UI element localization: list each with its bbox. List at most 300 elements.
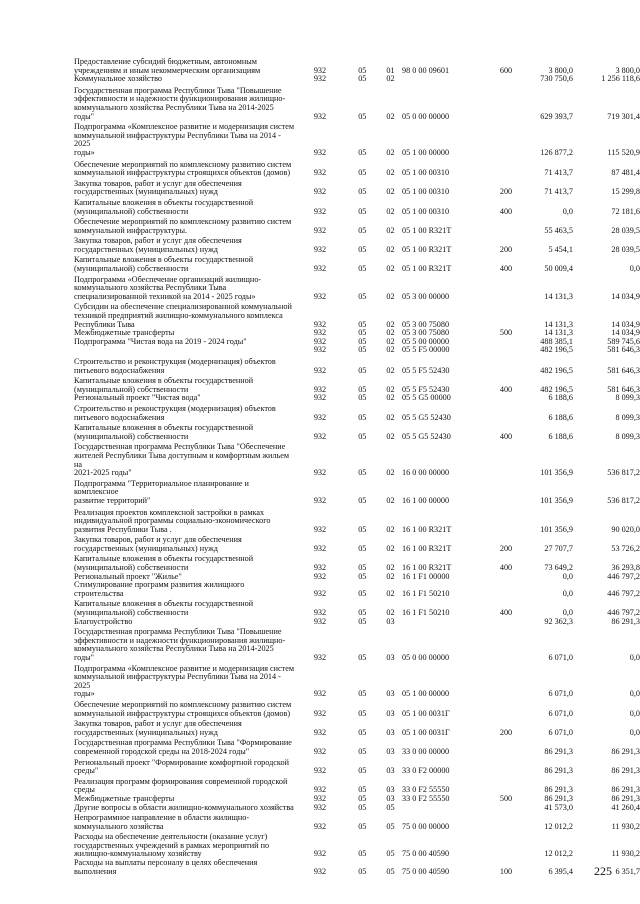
subsection-code: 02 bbox=[386, 168, 395, 178]
section-code: 05 bbox=[358, 74, 367, 84]
section-code: 05 bbox=[358, 588, 367, 598]
expense-type-code: 400 bbox=[499, 608, 513, 618]
table-row bbox=[0, 75, 640, 84]
section-code: 05 bbox=[358, 563, 367, 573]
row-name: Благоустройство bbox=[74, 616, 133, 626]
table-row bbox=[0, 778, 640, 795]
amount-year-2: 86 291,3 bbox=[611, 793, 640, 803]
target-article-code: 05 1 00 00000 bbox=[401, 147, 450, 157]
row-name: Государственная программа Республики Тыва "Формирование современной городской среды на 2018-2024 годы" bbox=[74, 738, 292, 756]
row-name: Субсидии на обеспечение специализированной коммунальной техникой предприятий жилищно-коммунального комплекса Республики Тыва bbox=[74, 302, 292, 329]
table-row bbox=[0, 581, 640, 598]
subsection-code: 03 bbox=[386, 727, 395, 737]
subsection-code: 05 bbox=[386, 802, 395, 812]
ministry-code: 932 bbox=[313, 866, 327, 876]
table-row bbox=[0, 123, 640, 157]
expense-type-code: 400 bbox=[499, 206, 513, 216]
subsection-code: 01 bbox=[386, 65, 395, 75]
amount-year-2: 86 291,3 bbox=[611, 616, 640, 626]
target-article-code: 75 0 00 40590 bbox=[401, 866, 450, 876]
amount-year-1: 6 071,0 bbox=[548, 689, 573, 699]
subsection-code: 02 bbox=[386, 345, 395, 355]
target-article-code: 05 0 00 00000 bbox=[401, 653, 450, 662]
section-code: 05 bbox=[358, 793, 367, 803]
subsection-code: 02 bbox=[386, 206, 395, 216]
amount-year-1: 73 649,2 bbox=[544, 563, 573, 573]
table-row bbox=[0, 377, 640, 394]
row-name: Региональный проект "Чистая вода" bbox=[74, 393, 201, 403]
row-name: Межбюджетные трансферты bbox=[74, 328, 175, 338]
amount-year-2: 0,0 bbox=[629, 653, 640, 662]
amount-year-2: 86 291,3 bbox=[611, 746, 640, 756]
target-article-code: 05 0 00 00000 bbox=[401, 111, 450, 121]
amount-year-1: 101 356,9 bbox=[540, 468, 573, 478]
row-name: Реализация программ формирования современной городской среды bbox=[74, 776, 288, 795]
ministry-code: 932 bbox=[313, 746, 327, 756]
table-row bbox=[0, 161, 640, 178]
amount-year-2: 11 930,2 bbox=[611, 849, 640, 859]
ministry-code: 932 bbox=[313, 336, 327, 346]
row-name: Подпрограмма «Обеспечение организаций жилищно- коммунального хозяйства Республики Тыва специализированной техникой на 2014 - 2025 годы» bbox=[74, 274, 262, 301]
amount-year-1: 14 131,3 bbox=[544, 319, 573, 329]
row-name: Государственная программа Республики Тыва "Повышение эффективности и надежности функционирования жилищно- коммунального хозяйства Республики Тыва на 2014-2025 годы" bbox=[74, 627, 286, 662]
amount-year-2: 3 800,0 bbox=[615, 65, 640, 75]
target-article-code: 16 1 F1 00000 bbox=[401, 571, 450, 581]
ministry-code: 932 bbox=[313, 563, 327, 573]
ministry-code: 932 bbox=[313, 468, 327, 478]
expense-type-code: 500 bbox=[499, 328, 513, 338]
section-code: 05 bbox=[358, 653, 367, 662]
target-article-code: 05 3 00 75080 bbox=[401, 319, 450, 329]
section-code: 05 bbox=[358, 319, 367, 329]
amount-year-1: 5 454,1 bbox=[548, 244, 573, 254]
amount-year-2: 581 646,3 bbox=[607, 384, 640, 394]
expense-type-code: 600 bbox=[499, 65, 513, 75]
amount-year-2: 28 039,5 bbox=[611, 225, 640, 235]
table-row bbox=[0, 759, 640, 776]
target-article-code: 05 5 G5 52430 bbox=[401, 431, 451, 441]
table-row bbox=[0, 424, 640, 441]
table-row bbox=[0, 303, 640, 329]
subsection-code: 05 bbox=[386, 849, 395, 859]
table-row bbox=[0, 405, 640, 422]
table-row bbox=[0, 509, 640, 535]
row-name: Подпрограмма «Комплексное развитие и модернизация систем коммунальной инфраструктуры Республики Тыва на 2014 - 2025 годы» bbox=[74, 663, 295, 699]
amount-year-1: 12 012,2 bbox=[544, 849, 573, 859]
table-row bbox=[0, 555, 640, 572]
amount-year-1: 126 877,2 bbox=[540, 147, 573, 157]
subsection-code: 02 bbox=[386, 571, 395, 581]
amount-year-2: 36 293,8 bbox=[611, 563, 640, 573]
subsection-code: 02 bbox=[386, 244, 395, 254]
amount-year-2: 536 817,2 bbox=[607, 495, 640, 505]
section-code: 05 bbox=[358, 785, 367, 795]
section-code: 05 bbox=[358, 616, 367, 626]
amount-year-1: 3 800,0 bbox=[548, 65, 573, 75]
subsection-code: 02 bbox=[386, 588, 395, 598]
target-article-code: 05 5 F5 52430 bbox=[401, 365, 450, 375]
expense-type-code: 400 bbox=[499, 384, 513, 394]
target-article-code: 33 0 F2 55550 bbox=[401, 793, 450, 803]
row-name: Расходы на выплаты персоналу в целях обеспечения выполнения bbox=[74, 858, 258, 876]
amount-year-2: 15 299,8 bbox=[611, 187, 640, 197]
amount-year-1: 730 750,6 bbox=[540, 74, 573, 84]
subsection-code: 03 bbox=[386, 708, 395, 718]
table-row bbox=[0, 665, 640, 699]
row-name: Капитальные вложения в объекты государственной (муниципальной) собственности bbox=[74, 423, 254, 441]
ministry-code: 932 bbox=[313, 495, 327, 505]
amount-year-2: 0,0 bbox=[629, 727, 640, 737]
subsection-code: 03 bbox=[386, 793, 395, 803]
amount-year-1: 482 196,5 bbox=[540, 345, 573, 355]
subsection-code: 02 bbox=[386, 431, 395, 441]
section-code: 05 bbox=[358, 393, 367, 403]
section-code: 05 bbox=[358, 571, 367, 581]
amount-year-2: 581 646,3 bbox=[607, 345, 640, 355]
expense-type-code: 200 bbox=[499, 244, 513, 254]
row-name: Капитальные вложения в объекты государственной (муниципальной) собственности bbox=[74, 599, 254, 618]
section-code: 05 bbox=[358, 336, 367, 346]
section-code: 05 bbox=[358, 708, 367, 718]
subsection-code: 02 bbox=[386, 147, 395, 157]
subsection-code: 02 bbox=[386, 111, 395, 121]
section-code: 05 bbox=[358, 345, 367, 355]
row-name: Реализация проектов комплексной застройки в рамках индивидуальной программы социально-экономического развития Республики Тыва . bbox=[74, 507, 271, 534]
section-code: 05 bbox=[358, 65, 367, 75]
row-name: Обеспечение мероприятий по комплексному развитию систем коммунальной инфраструктуры строящихся объектов (домов) bbox=[74, 159, 292, 178]
ministry-code: 932 bbox=[313, 543, 327, 553]
target-article-code: 16 1 00 R321T bbox=[401, 563, 452, 573]
table-row bbox=[0, 358, 640, 375]
table-row bbox=[0, 536, 640, 553]
section-code: 05 bbox=[358, 111, 367, 121]
target-article-code: 05 5 G5 52430 bbox=[401, 412, 451, 422]
amount-year-2: 0,0 bbox=[629, 689, 640, 699]
target-article-code: 05 1 00 R321T bbox=[401, 225, 452, 235]
row-name: Закупка товаров, работ и услуг для обеспечения государственных (муниципальных) нужд bbox=[74, 178, 242, 197]
target-article-code: 33 0 F2 00000 bbox=[401, 766, 450, 776]
table-row bbox=[0, 394, 640, 403]
section-code: 05 bbox=[358, 291, 367, 301]
ministry-code: 932 bbox=[313, 345, 327, 355]
amount-year-1: 0,0 bbox=[562, 588, 573, 598]
target-article-code: 75 0 00 40590 bbox=[401, 849, 450, 859]
section-code: 05 bbox=[358, 168, 367, 178]
ministry-code: 932 bbox=[313, 206, 327, 216]
section-code: 05 bbox=[358, 821, 367, 831]
target-article-code: 05 1 00 R321T bbox=[401, 244, 452, 254]
ministry-code: 932 bbox=[313, 74, 327, 84]
amount-year-2: 115 520,9 bbox=[607, 147, 640, 157]
row-name: Строительство и реконструкция (модернизация) объектов питьевого водоснабжения bbox=[74, 403, 276, 422]
row-name: Закупка товаров, работ и услуг для обеспечения государственных (муниципальных) нужд bbox=[74, 236, 242, 254]
row-name: Строительство и реконструкция (модернизация) объектов питьевого водоснабжения bbox=[74, 357, 276, 375]
amount-year-1: 6 071,0 bbox=[548, 653, 573, 662]
amount-year-1: 6 188,6 bbox=[548, 393, 573, 403]
table-row bbox=[0, 199, 640, 216]
ministry-code: 932 bbox=[313, 264, 327, 274]
subsection-code: 02 bbox=[386, 187, 395, 197]
table-row bbox=[0, 859, 640, 876]
amount-year-1: 50 009,4 bbox=[544, 264, 573, 274]
amount-year-2: 8 099,3 bbox=[615, 412, 640, 422]
amount-year-2: 8 099,3 bbox=[615, 393, 640, 403]
amount-year-2: 719 301,4 bbox=[607, 111, 640, 121]
amount-year-1: 55 463,5 bbox=[544, 225, 573, 235]
ministry-code: 932 bbox=[313, 785, 327, 795]
amount-year-1: 101 356,9 bbox=[540, 524, 573, 534]
subsection-code: 03 bbox=[386, 616, 395, 626]
section-code: 05 bbox=[358, 849, 367, 859]
amount-year-1: 0,0 bbox=[562, 206, 573, 216]
amount-year-2: 446 797,2 bbox=[607, 571, 640, 581]
section-code: 05 bbox=[358, 746, 367, 756]
amount-year-2: 6 351,7 bbox=[615, 866, 640, 876]
section-code: 05 bbox=[358, 206, 367, 216]
target-article-code: 05 1 00 00310 bbox=[401, 168, 450, 178]
row-name: Расходы на обеспечение деятельности (оказание услуг) государственных учреждений в рамках мероприятий по жилищно-коммунальному хозяйству bbox=[74, 832, 270, 859]
section-code: 05 bbox=[358, 524, 367, 534]
ministry-code: 932 bbox=[313, 766, 327, 776]
table-row bbox=[0, 804, 640, 813]
amount-year-2: 8 099,3 bbox=[615, 431, 640, 441]
table-row bbox=[0, 600, 640, 617]
section-code: 05 bbox=[358, 187, 367, 197]
table-row bbox=[0, 628, 640, 662]
amount-year-1: 71 413,7 bbox=[544, 187, 573, 197]
section-code: 05 bbox=[358, 608, 367, 618]
subsection-code: 02 bbox=[386, 384, 395, 394]
ministry-code: 932 bbox=[313, 111, 327, 121]
row-name: Подпрограмма "Территориальное планирование и комплексное развитие территорий" bbox=[74, 478, 249, 505]
subsection-code: 02 bbox=[386, 365, 395, 375]
subsection-code: 02 bbox=[386, 412, 395, 422]
section-code: 05 bbox=[358, 689, 367, 699]
amount-year-1: 14 131,3 bbox=[544, 328, 573, 338]
page-number: 225 bbox=[594, 864, 612, 878]
ministry-code: 932 bbox=[313, 727, 327, 737]
amount-year-1: 6 188,6 bbox=[548, 412, 573, 422]
expense-type-code: 100 bbox=[499, 866, 513, 876]
target-article-code: 05 5 00 00000 bbox=[401, 336, 450, 346]
subsection-code: 03 bbox=[386, 785, 395, 795]
table-row bbox=[0, 443, 640, 477]
target-article-code: 05 3 00 00000 bbox=[401, 291, 450, 301]
table-row bbox=[0, 276, 640, 302]
amount-year-1: 488 385,1 bbox=[540, 336, 573, 346]
section-code: 05 bbox=[358, 802, 367, 812]
ministry-code: 932 bbox=[313, 65, 327, 75]
amount-year-1: 6 071,0 bbox=[548, 727, 573, 737]
table-row bbox=[0, 618, 640, 627]
amount-year-1: 12 012,2 bbox=[544, 821, 573, 831]
table-row bbox=[0, 237, 640, 254]
row-name: Обеспечение мероприятий по комплексному развитию систем коммунальной инфраструктуры строящихся объектов (домов) bbox=[74, 699, 292, 718]
table-row bbox=[0, 87, 640, 121]
amount-year-1: 92 362,3 bbox=[544, 616, 573, 626]
amount-year-1: 101 356,9 bbox=[540, 495, 573, 505]
table-row bbox=[0, 180, 640, 197]
table-row bbox=[0, 480, 640, 506]
row-name: Региональный проект "Формирование комфортной городской среды" bbox=[74, 757, 289, 776]
ministry-code: 932 bbox=[313, 384, 327, 394]
amount-year-2: 536 817,2 bbox=[607, 468, 640, 478]
target-article-code: 05 5 G5 00000 bbox=[401, 393, 451, 403]
target-article-code: 05 1 00 0031Г bbox=[401, 708, 450, 718]
subsection-code: 03 bbox=[386, 653, 395, 662]
ministry-code: 932 bbox=[313, 616, 327, 626]
section-code: 05 bbox=[358, 147, 367, 157]
budget-table bbox=[0, 58, 640, 876]
row-name: Стимулирование программ развития жилищного строительства bbox=[74, 580, 245, 598]
amount-year-2: 589 745,6 bbox=[607, 336, 640, 346]
subsection-code: 02 bbox=[386, 291, 395, 301]
target-article-code: 05 1 00 0031Г bbox=[401, 727, 450, 737]
ministry-code: 932 bbox=[313, 168, 327, 178]
amount-year-2: 1 256 118,6 bbox=[601, 74, 640, 84]
amount-year-2: 446 797,2 bbox=[607, 608, 640, 618]
subsection-code: 02 bbox=[386, 225, 395, 235]
table-row bbox=[0, 739, 640, 756]
subsection-code: 02 bbox=[386, 468, 395, 478]
amount-year-1: 86 291,3 bbox=[544, 785, 573, 795]
amount-year-1: 6 071,0 bbox=[548, 708, 573, 718]
section-code: 05 bbox=[358, 365, 367, 375]
ministry-code: 932 bbox=[313, 412, 327, 422]
amount-year-1: 86 291,3 bbox=[544, 766, 573, 776]
amount-year-2: 581 646,3 bbox=[607, 365, 640, 375]
row-name: Обеспечение мероприятий по комплексному развитию систем коммунальной инфраструктуры. bbox=[74, 217, 292, 235]
target-article-code: 05 5 F5 00000 bbox=[401, 345, 450, 355]
row-name: Закупка товаров, работ и услуг для обеспечения государственных (муниципальных) нужд bbox=[74, 535, 242, 553]
amount-year-1: 41 573,0 bbox=[544, 802, 573, 812]
amount-year-2: 87 481,4 bbox=[611, 168, 640, 178]
subsection-code: 02 bbox=[386, 543, 395, 553]
amount-year-1: 86 291,3 bbox=[544, 793, 573, 803]
target-article-code: 05 5 F5 52430 bbox=[401, 384, 450, 394]
row-name: Коммунальное хозяйство bbox=[74, 74, 162, 84]
expense-type-code: 400 bbox=[499, 563, 513, 573]
target-article-code: 16 1 F1 50210 bbox=[401, 608, 450, 618]
subsection-code: 02 bbox=[386, 328, 395, 338]
subsection-code: 02 bbox=[386, 393, 395, 403]
ministry-code: 932 bbox=[313, 608, 327, 618]
amount-year-1: 482 196,5 bbox=[540, 365, 573, 375]
target-article-code: 05 1 00 00310 bbox=[401, 187, 450, 197]
section-code: 05 bbox=[358, 766, 367, 776]
target-article-code: 16 1 00 R321T bbox=[401, 524, 452, 534]
amount-year-1: 629 393,7 bbox=[540, 111, 573, 121]
amount-year-1: 6 395,4 bbox=[548, 866, 573, 876]
ministry-code: 932 bbox=[313, 319, 327, 329]
ministry-code: 932 bbox=[313, 821, 327, 831]
subsection-code: 02 bbox=[386, 264, 395, 274]
amount-year-2: 14 034,9 bbox=[611, 291, 640, 301]
row-name: Государственная программа Республики Тыва "Повышение эффективности и надежности функционирования жилищно- коммунального хозяйства Республики Тыва на 2014-2025 годы" bbox=[74, 85, 286, 121]
ministry-code: 932 bbox=[313, 849, 327, 859]
table-row bbox=[0, 720, 640, 737]
section-code: 05 bbox=[358, 495, 367, 505]
subsection-code: 03 bbox=[386, 746, 395, 756]
subsection-code: 02 bbox=[386, 608, 395, 618]
subsection-code: 02 bbox=[386, 319, 395, 329]
target-article-code: 75 0 00 00000 bbox=[401, 821, 450, 831]
subsection-code: 02 bbox=[386, 563, 395, 573]
amount-year-2: 446 797,2 bbox=[607, 588, 640, 598]
ministry-code: 932 bbox=[313, 328, 327, 338]
target-article-code: 16 0 00 00000 bbox=[401, 468, 450, 478]
target-article-code: 33 0 00 00000 bbox=[401, 746, 450, 756]
row-name: Непрограммное направление в области жилищно- коммунального хозяйства bbox=[74, 813, 250, 831]
table-row bbox=[0, 833, 640, 859]
subsection-code: 05 bbox=[386, 866, 395, 876]
ministry-code: 932 bbox=[313, 524, 327, 534]
row-name: Закупка товаров, работ и услуг для обеспечения государственных (муниципальных) нужд bbox=[74, 719, 242, 737]
target-article-code: 05 1 00 00310 bbox=[401, 206, 450, 216]
row-name: Подпрограмма "Чистая вода на 2019 - 2024 годы" bbox=[74, 336, 247, 346]
amount-year-2: 53 726,2 bbox=[611, 543, 640, 553]
amount-year-2: 41 260,4 bbox=[611, 802, 640, 812]
section-code: 05 bbox=[358, 543, 367, 553]
subsection-code: 02 bbox=[386, 495, 395, 505]
amount-year-2: 14 034,9 bbox=[611, 328, 640, 338]
section-code: 05 bbox=[358, 468, 367, 478]
ministry-code: 932 bbox=[313, 588, 327, 598]
row-name: Капитальные вложения в объекты государственной (муниципальной) собственности bbox=[74, 255, 254, 274]
expense-type-code: 200 bbox=[499, 187, 513, 197]
table-row bbox=[0, 346, 640, 355]
ministry-code: 932 bbox=[313, 689, 327, 699]
ministry-code: 932 bbox=[313, 291, 327, 301]
section-code: 05 bbox=[358, 244, 367, 254]
table-row bbox=[0, 701, 640, 718]
row-name: Капитальные вложения в объекты государственной (муниципальной) собственности bbox=[74, 554, 254, 573]
amount-year-1: 27 707,7 bbox=[544, 543, 573, 553]
amount-year-1: 71 413,7 bbox=[544, 168, 573, 178]
section-code: 05 bbox=[358, 866, 367, 876]
row-name: Региональный проект "Жилье" bbox=[74, 571, 182, 581]
section-code: 05 bbox=[358, 431, 367, 441]
subsection-code: 03 bbox=[386, 689, 395, 699]
table-row bbox=[0, 218, 640, 235]
row-name: Капитальные вложения в объекты государственной (муниципальной) собственности bbox=[74, 376, 254, 394]
row-name: Капитальные вложения в объекты государственной (муниципальной) собственности bbox=[74, 197, 254, 216]
ministry-code: 932 bbox=[313, 225, 327, 235]
amount-year-2: 11 930,2 bbox=[611, 821, 640, 831]
section-code: 05 bbox=[358, 225, 367, 235]
target-article-code: 16 1 00 00000 bbox=[401, 495, 450, 505]
ministry-code: 932 bbox=[313, 187, 327, 197]
subsection-code: 05 bbox=[386, 821, 395, 831]
ministry-code: 932 bbox=[313, 653, 327, 662]
section-code: 05 bbox=[358, 727, 367, 737]
subsection-code: 02 bbox=[386, 336, 395, 346]
subsection-code: 03 bbox=[386, 766, 395, 776]
target-article-code: 05 1 00 00000 bbox=[401, 689, 450, 699]
target-article-code: 16 1 00 R321T bbox=[401, 543, 452, 553]
expense-type-code: 400 bbox=[499, 264, 513, 274]
target-article-code: 05 1 00 R321T bbox=[401, 264, 452, 274]
amount-year-2: 14 034,9 bbox=[611, 319, 640, 329]
ministry-code: 932 bbox=[313, 708, 327, 718]
amount-year-1: 6 188,6 bbox=[548, 431, 573, 441]
expense-type-code: 400 bbox=[499, 431, 513, 441]
amount-year-2: 72 181,6 bbox=[611, 206, 640, 216]
ministry-code: 932 bbox=[313, 365, 327, 375]
section-code: 05 bbox=[358, 412, 367, 422]
ministry-code: 932 bbox=[313, 147, 327, 157]
amount-year-2: 28 039,5 bbox=[611, 244, 640, 254]
